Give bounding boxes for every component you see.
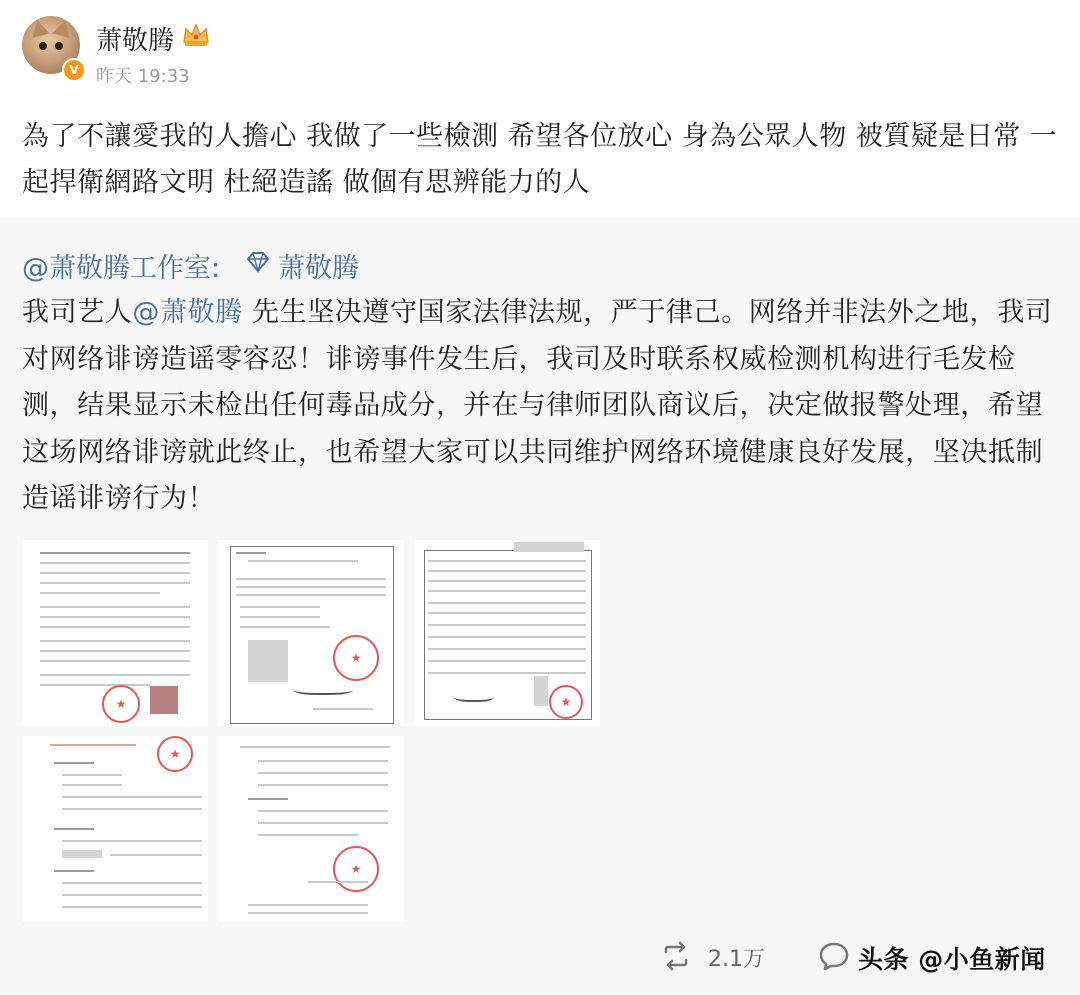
diamond-icon	[245, 251, 271, 273]
verified-badge-icon: V	[62, 58, 86, 82]
repost-text	[22, 290, 1062, 523]
repost-text-after: 先生坚决遵守国家法律法规，严于律己。网络并非法外之地，我司对网络诽谤造谣零容忍！诽谤事件发生后，我司及时联系权威检测机构进行毛发检测，结果显示未检出任何毒品成分，并在与律师团队商议后，决定做报警处理，希望这场网络诽谤就此终止，也希望大家可以共同维护网络环境健康良好发展，坚决抵制造谣诽谤行为！	[22, 297, 1053, 514]
crown-icon	[181, 22, 211, 48]
repost-icon[interactable]	[660, 940, 692, 972]
repost-author-link[interactable]: @萧敬腾工作室:	[22, 253, 221, 284]
repost-count[interactable]: 2.1万	[708, 947, 765, 972]
watermark: 头条 @小鱼新闻	[858, 945, 1046, 974]
post-timestamp: 昨天 19:33	[96, 66, 190, 87]
repost-text-before: 我司艺人	[22, 297, 133, 328]
document-image-1[interactable]	[22, 540, 208, 726]
document-image-2[interactable]	[218, 540, 404, 726]
username[interactable]: 萧敬腾	[96, 26, 175, 56]
comment-icon[interactable]	[818, 940, 850, 972]
document-image-4[interactable]	[22, 736, 208, 922]
repost-tag-name[interactable]: 萧敬腾	[278, 253, 359, 284]
document-image-5[interactable]	[218, 736, 404, 922]
mention-link[interactable]: @萧敬腾	[132, 297, 243, 328]
post-text: 為了不讓愛我的人擔心 我做了一些檢測 希望各位放心 身為公眾人物 被質疑是日常 一起捍衛網路文明 杜絕造謠 做個有思辨能力的人	[22, 121, 1058, 198]
document-image-3[interactable]	[414, 540, 600, 726]
